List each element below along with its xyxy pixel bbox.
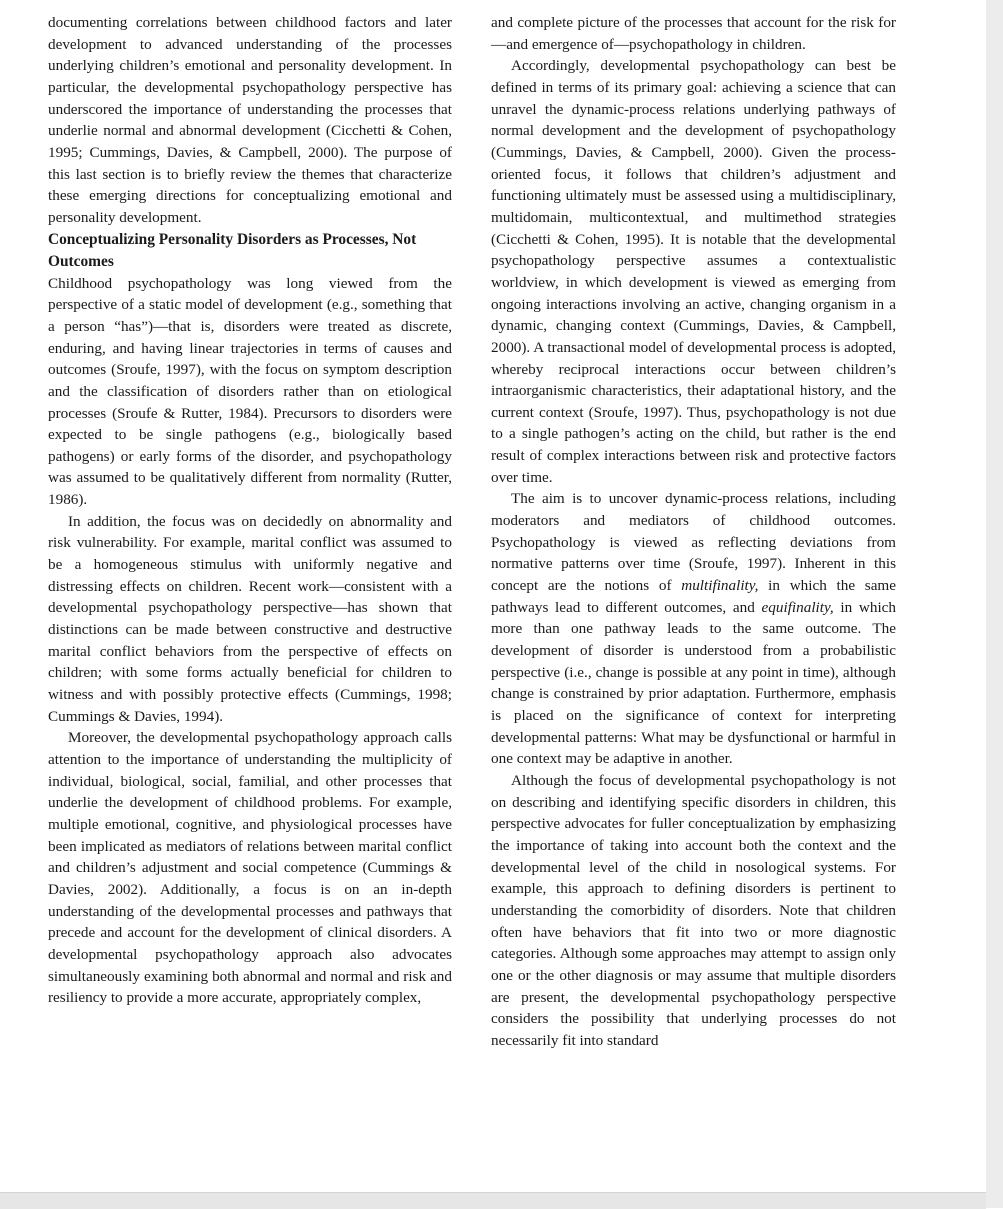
right-column (491, 12, 896, 1052)
paragraph: Accordingly, developmental psychopathology can best be defined in terms of its primary goal: achieving a science that can unravel the dynamic-process relations underlying pathways of normal development and the development of psychopathology (Cummings, Davies, & Campbell, 2000). Given the process-oriented focus, it follows that children’s adjustment and functioning ultimately must be assessed using a multidisciplinary, multidomain, multicontextual, and multimethod strategies (Cicchetti & Cohen, 1995). It is notable that the developmental psychopathology perspective assumes a contextualistic worldview, in which development is viewed as emerging from ongoing interactions involving an active, changing organism in a dynamic, changing context (Cummings, Davies, & Campbell, 2000). A transactional model of developmental process is adopted, whereby reciprocal interactions occur between children’s intraorganismic characteristics, their adaptational history, and the current context (Sroufe, 1997). Thus, psychopathology is not due to a single pathogen’s acting on the child, but rather is the end result of complex interactions between risk and protective factors over time. (491, 57, 896, 486)
paragraph: and complete picture of the processes that account for the risk for—and emergence of—psychopathology in children. (491, 14, 896, 53)
scrollbar[interactable] (986, 0, 1003, 1208)
paragraph: Childhood psychopathology was long viewed from the perspective of a static model of development (e.g., something that a person “has”)—that is, disorders were treated as discrete, enduring, and having linear trajectories in terms of causes and outcomes (Sroufe, 1997), with the focus on symptom description and the classification of disorders rather than on etiological processes (Sroufe & Rutter, 1984). Precursors to disorders were expected to be single pathogens (e.g., biologically based pathogens) or early forms of the disorder, and psychopathology was assumed to be qualitatively different from normality (Rutter, 1986). (48, 274, 452, 509)
paragraph: documenting correlations between childhood factors and later development to advanced understanding of the processes underlying children’s emotional and personality development. In particular, the developmental psychopathology perspective has underscored the importance of understanding the processes that underlie normal and abnormal development (Cicchetti & Cohen, 1995; Cummings, Davies, & Campbell, 2000). The purpose of this last section is to briefly review the themes that characterize these emerging directions for conceptualizing emotional and personality development. (48, 14, 452, 226)
paragraph: Moreover, the developmental psychopathology approach calls attention to the importance of understanding the multiplicity of individual, biological, social, familial, and other processes that underlie the development of childhood problems. For example, multiple emotional, cognitive, and physiological processes have been implicated as mediators of relations between marital conflict and children’s adjustment and social competence (Cummings & Davies, 2002). Additionally, a focus is on an in-depth understanding of the developmental processes and pathways that precede and account for the development of clinical disorders. A developmental psychopathology approach also advocates simultaneously examining both abnormal and normal and risk and resiliency to provide a more accurate, appropriately complex, (48, 729, 452, 1007)
text-run: in which the same pathways lead to different outcomes, and (491, 577, 896, 616)
viewer-bottom-edge (0, 1192, 986, 1209)
section-heading: Conceptualizing Personality Disorders as Processes, Not Outcomes (48, 230, 417, 270)
paragraph: Although the focus of developmental psychopathology is not on describing and identifying specific disorders in children, this perspective advocates for fuller conceptualization by emphasizing the importance of taking into account both the context and the developmental level of the child in nosological systems. For example, this approach to defining disorders is pertinent to understanding the comorbidity of disorders. Note that children often have behaviors that fit into two or more diagnostic categories. Although some approaches may attempt to assign only one or the other diagnosis or may assume that multiple disorders are present, the developmental psychopathology perspective considers the possibility that underlying processes do not necessarily fit into standard (491, 771, 896, 1049)
left-column (48, 12, 452, 1009)
paragraph: In addition, the focus was on decidedly on abnormality and risk vulnerability. For example, marital conflict was assumed to be a homogeneous stimulus with uniformly negative and distressing effects on children. Recent work—consistent with a developmental psychopathology perspective—has shown that distinctions can be made between constructive and destructive marital conflict behaviors from the perspective of effects on children; with some forms actually beneficial for children to witness and with possibly protective effects (Cummings, 1998; Cummings & Davies, 1994). (48, 512, 452, 725)
term-multifinality: multifinality, (681, 577, 759, 595)
text-run: in which more than one pathway leads to the same outcome. The development of disorder is understood from a probabilistic perspective (i.e., change is possible at any point in time), although change is constrained by prior adaptation. Furthermore, emphasis is placed on the significance of context for interpreting developmental patterns: What may be dysfunctional or harmful in one context may be adaptive in another. (491, 598, 896, 768)
term-equifinality: equifinality, (761, 598, 834, 616)
paragraph (491, 488, 896, 770)
text-run: The aim is to uncover dynamic-process relations, including moderators and mediators of childhood outcomes. Psychopathology is viewed as reflecting deviations from normative patterns over time (Sroufe, 1997). Inherent in this concept are the notions of (491, 490, 896, 595)
